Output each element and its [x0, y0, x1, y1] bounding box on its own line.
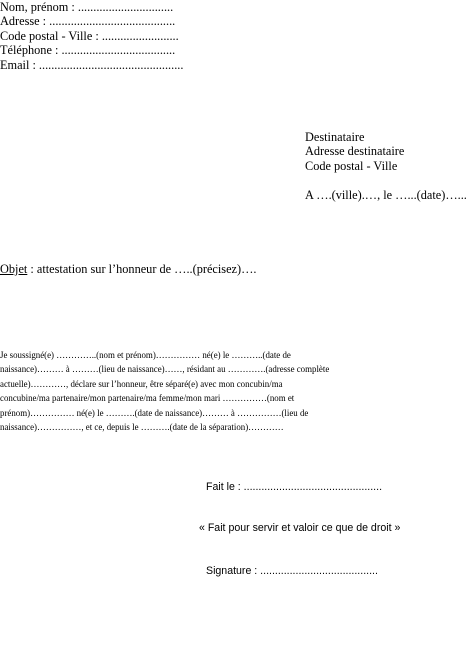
recipient-postal-city-line: Code postal - Ville — [305, 158, 398, 173]
subject-label: Objet — [0, 262, 28, 276]
sender-address-line: Adresse : ......................................... — [0, 14, 176, 29]
body-line: naissance)……………, et ce, depuis le ……….(date de la séparation)………… — [0, 422, 284, 433]
body-paragraph — [0, 348, 474, 434]
date-place-line: A ….(ville).…, le …...(date)…... — [305, 188, 467, 202]
body-line: naissance)……… à ………(lieu de naissance)……, résidant au ………….(adresse complète — [0, 364, 330, 375]
subject-line — [0, 262, 256, 276]
recipient-block — [305, 130, 404, 173]
recipient-name-line: Destinataire — [305, 130, 365, 144]
body-line: actuelle)…………, déclare sur l’honneur, être séparé(e) avec mon concubin/ma — [0, 378, 283, 389]
recipient-address-line: Adresse destinataire — [305, 144, 405, 159]
sender-block — [0, 0, 183, 72]
sender-email-line: Email : ............................................... — [0, 57, 184, 72]
fait-le-line: Fait le : ............................................... — [206, 481, 383, 493]
sender-postal-city-line: Code postal - Ville : ......................... — [0, 28, 179, 43]
body-line: concubine/ma partenaire/mon partenaire/ma femme/mon mari ……………(nom et — [0, 393, 295, 404]
closing-formula: « Fait pour servir et valoir ce que de droit » — [199, 522, 401, 534]
signature-line: Signature : ........................................ — [206, 565, 378, 577]
sender-phone-line: Téléphone : ..................................... — [0, 43, 176, 58]
body-line: Je soussigné(e) …………..(nom et prénom)…………… né(e) le ………..(date de — [0, 350, 291, 360]
sender-name-line: Nom, prénom : ............................... — [0, 0, 174, 14]
body-line: prénom)…………… né(e) le ……….(date de naissance)……… à ……………(lieu de — [0, 407, 309, 418]
subject-text: : attestation sur l’honneur de …..(précisez)…. — [27, 262, 257, 276]
